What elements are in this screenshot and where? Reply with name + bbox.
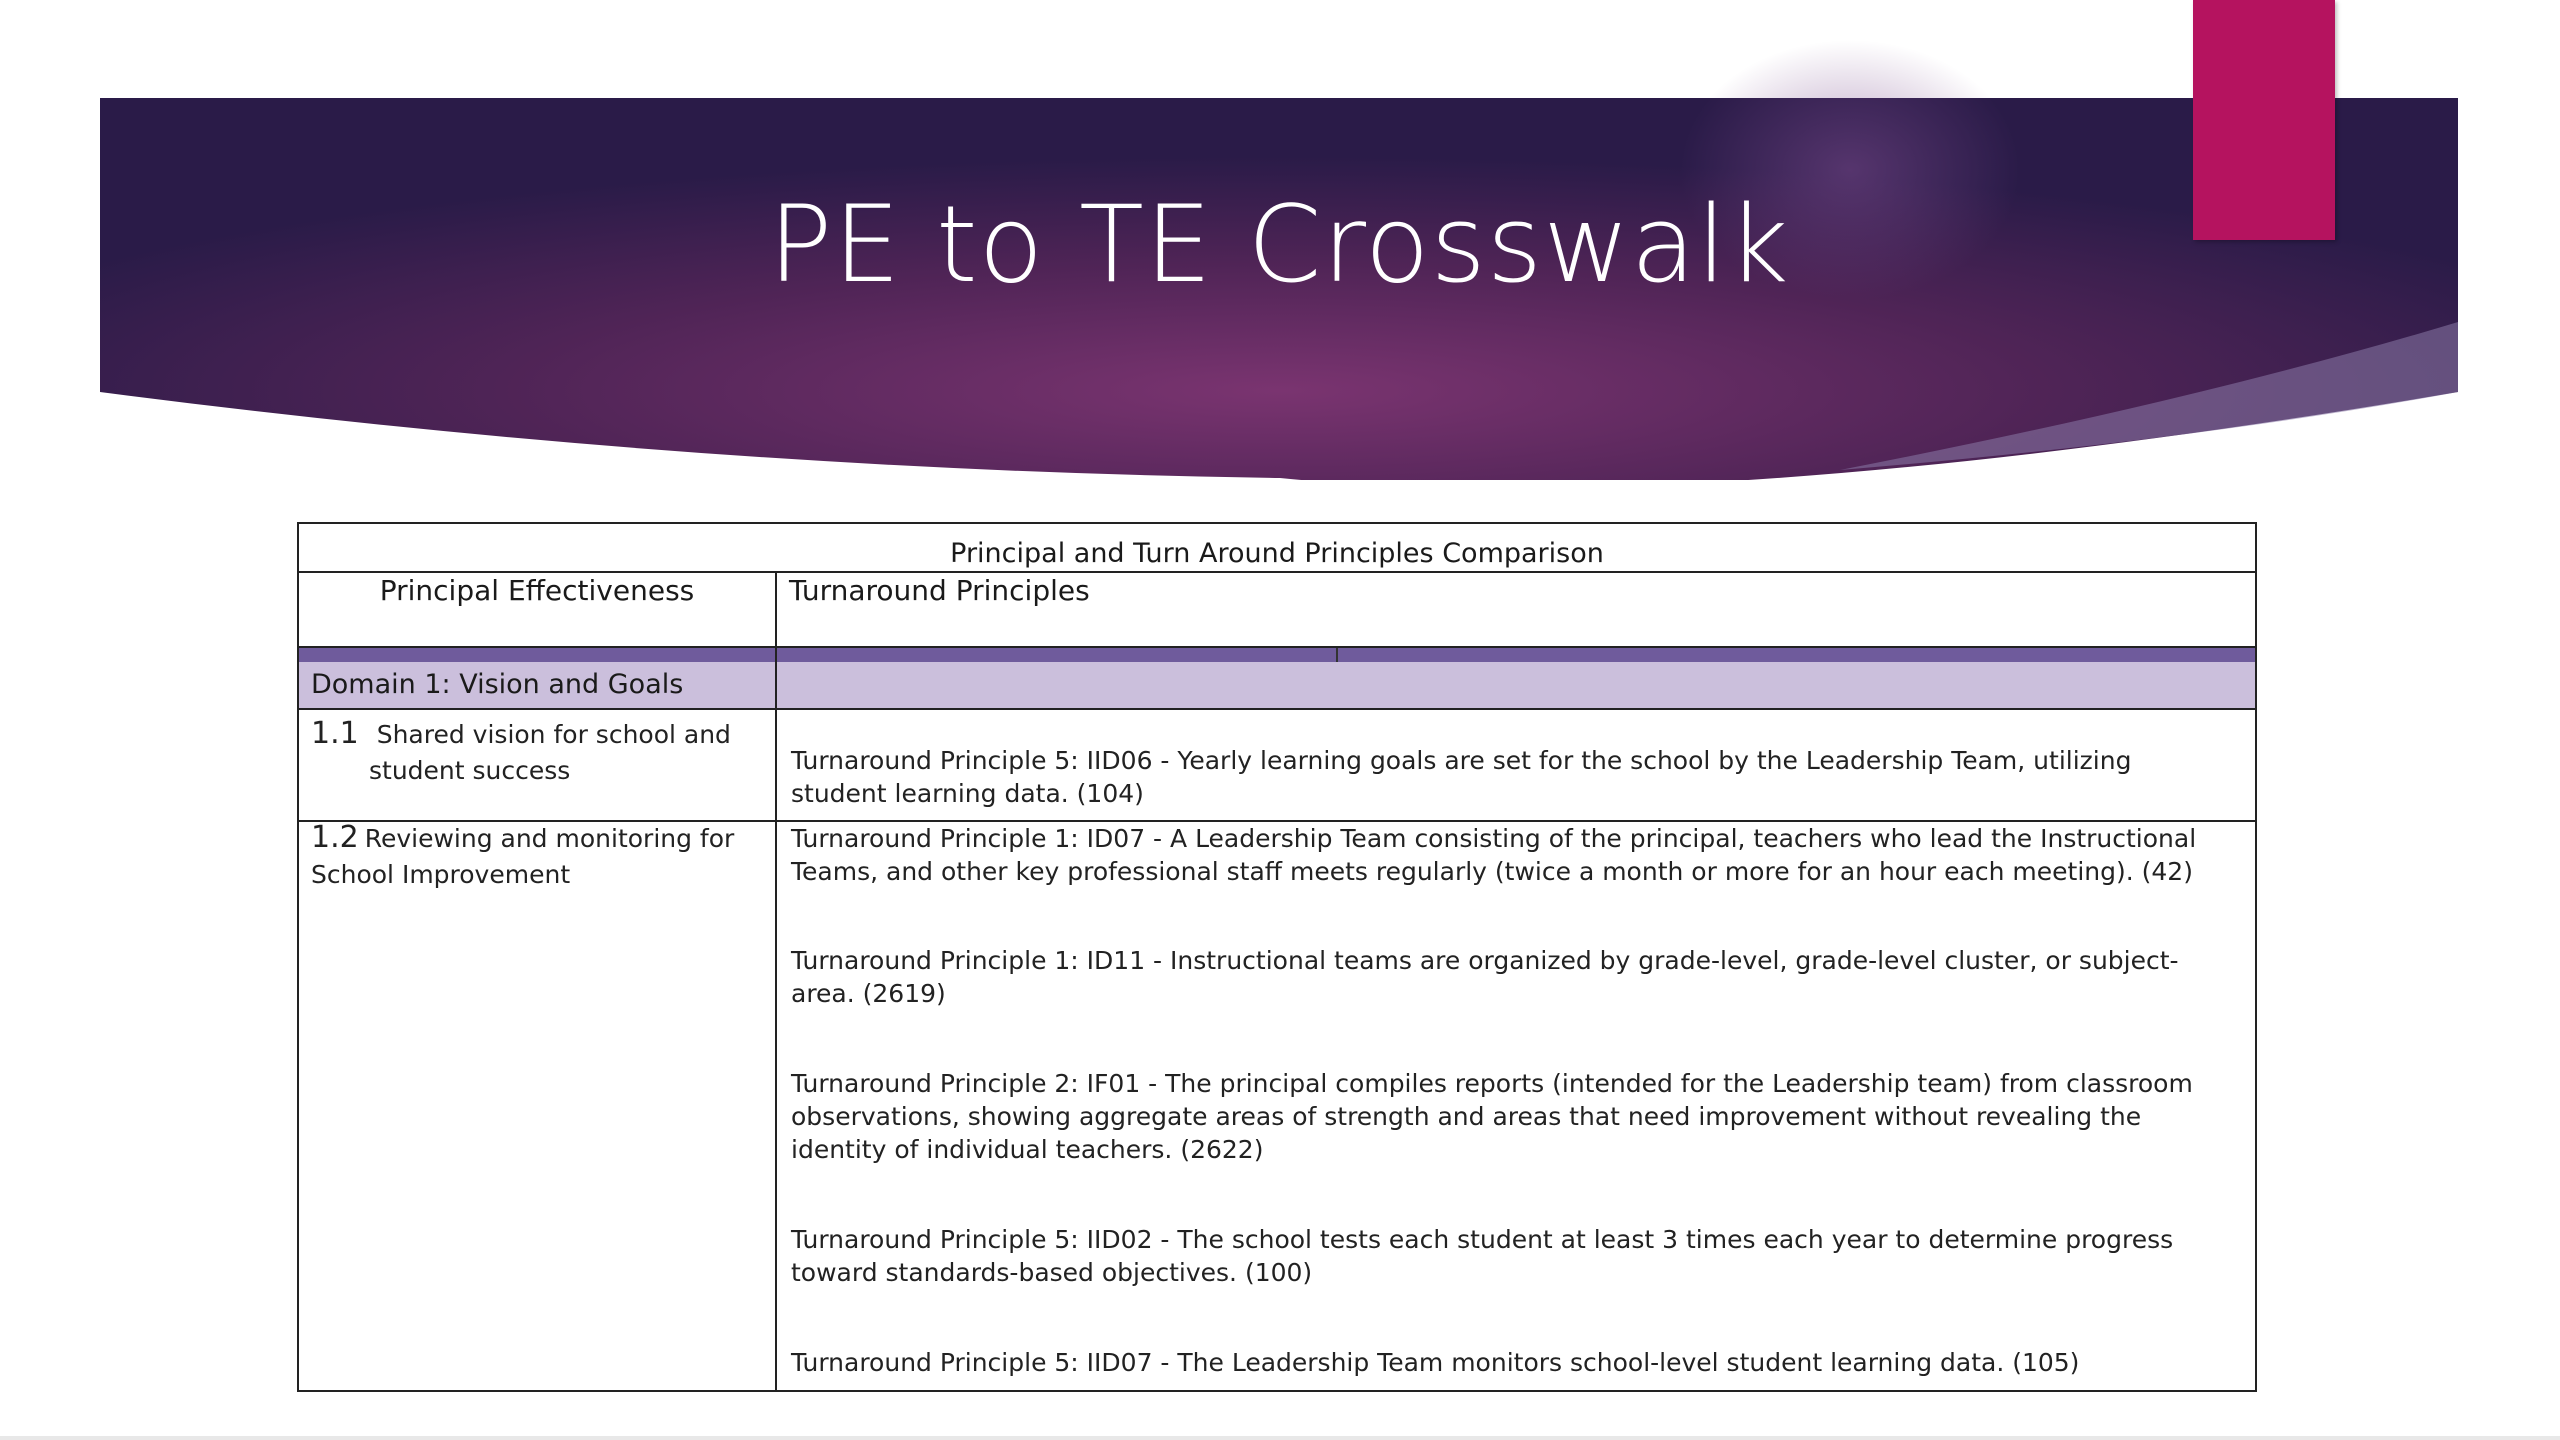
- te-entry: Turnaround Principle 2: IF01 - The principal compiles reports (intended for the Leadership team) from classroom observations, showing aggregate areas of strength and areas that need improvement without revealing the identity of individual teachers. (2622): [791, 1069, 2193, 1164]
- pe-text-line: Shared vision for school and: [376, 720, 731, 749]
- row-divider: [299, 708, 2255, 710]
- bottom-strip: [0, 1436, 2560, 1440]
- te-entry: Turnaround Principle 5: IID02 - The school tests each student at least 3 times each year to determine progress toward standards-based objectives. (100): [791, 1225, 2174, 1287]
- slide-title: PE to TE Crosswalk: [768, 183, 1790, 306]
- pe-row-1-1: [311, 716, 731, 789]
- te-entry: Turnaround Principle 5: IID07 - The Leadership Team monitors school-level student learning data. (105): [791, 1348, 2080, 1377]
- pe-row-1-2: [311, 820, 734, 893]
- te-entry: Turnaround Principle 5: IID06 - Yearly learning goals are set for the school by the Leadership Team, utilizing student learning data. (104): [791, 746, 2132, 808]
- te-entry: Turnaround Principle 1: ID07 - A Leadership Team consisting of the principal, teachers who lead the Instructional Teams, and other key professional staff meets regularly (twice a month or more for an hour each meeting). (42): [791, 824, 2197, 886]
- row-number: 1.1: [311, 716, 359, 751]
- column-divider: [775, 571, 777, 1392]
- pe-text-line: student success: [369, 756, 571, 785]
- pe-text-line: School Improvement: [311, 860, 571, 889]
- domain-label: Domain 1: Vision and Goals: [311, 669, 684, 700]
- column-header-turnaround-principles: Turnaround Principles: [789, 574, 1090, 607]
- header-band-dark: [299, 648, 2255, 662]
- table-caption: Principal and Turn Around Principles Comparison: [950, 538, 1604, 569]
- row-divider: [299, 571, 2255, 573]
- column-header-principal-effectiveness: Principal Effectiveness: [379, 574, 695, 607]
- te-entry: Turnaround Principle 1: ID11 - Instructional teams are organized by grade-level, grade-level cluster, or subject-area. (2619): [791, 946, 2179, 1008]
- row-divider: [299, 646, 2255, 648]
- comparison-table: [297, 522, 2257, 1392]
- pe-text-line: Reviewing and monitoring for: [364, 824, 735, 853]
- row-number: 1.2: [311, 820, 359, 855]
